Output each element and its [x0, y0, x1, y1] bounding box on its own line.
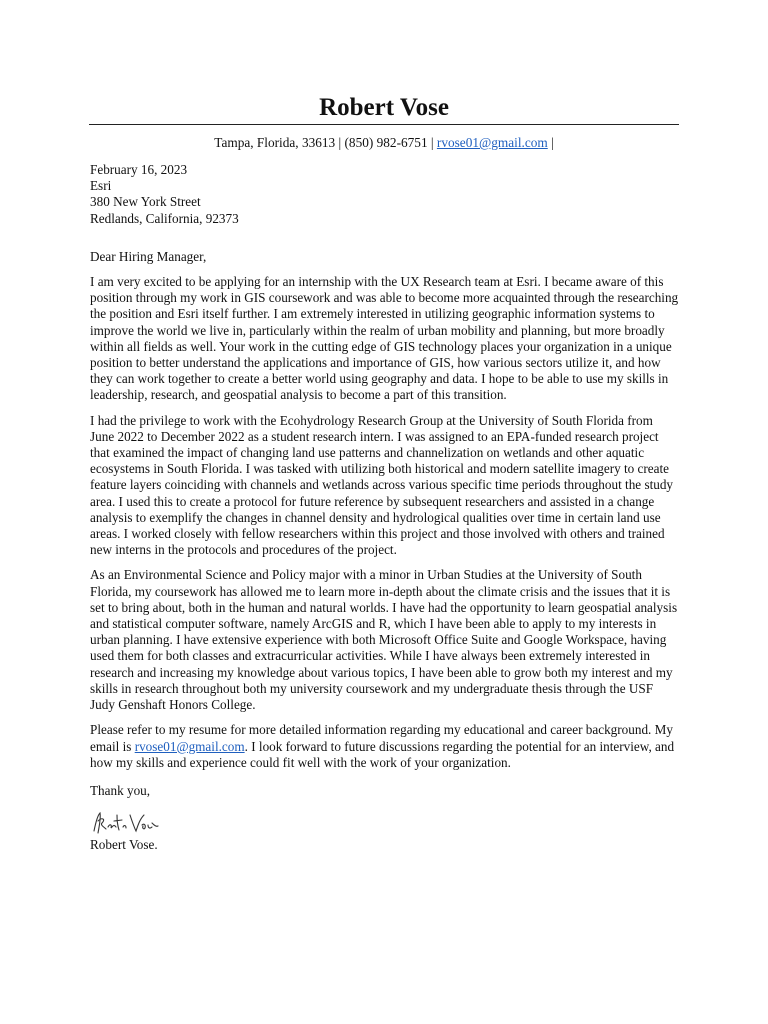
- contact-line: [0, 135, 768, 151]
- letter-date: February 16, 2023: [90, 162, 188, 177]
- signoff-name: Robert Vose.: [90, 837, 158, 853]
- contact-details: Tampa, Florida, 33613 | (850) 982-6751 |: [214, 135, 437, 150]
- sender-name: Robert Vose: [319, 94, 449, 121]
- contact-suffix: |: [547, 135, 554, 150]
- recipient-city: Redlands, California, 92373: [90, 210, 239, 226]
- paragraph-education: As an Environmental Science and Policy major with a minor in Urban Studies at the University of South Florida, my coursework has allowed me to learn more in-depth about the climate crisis and the issues that it is set to bring about, both in the human and natural worlds. I have had the opportunity to learn geospatial analysis and statistical computer software, namely ArcGIS and R, which I have been able to apply to my interests in urban planning. I have extensive experience with both Microsoft Office Suite and Google Workspace, having used them for both classes and extracurricular activities. While I have always been extremely interested in research and increasing my knowledge about various topics, I have been able to grow both my interest and my skills in research throughout both my university coursework and my undergraduate thesis through the USF Judy Genshaft Honors College.: [90, 567, 678, 713]
- paragraph-closing: [90, 722, 680, 771]
- handwritten-signature: [90, 807, 160, 837]
- recipient-block: [90, 162, 680, 227]
- contact-email-link[interactable]: rvose01@gmail.com: [436, 135, 548, 150]
- paragraph-intro: I am very excited to be applying for an internship with the UX Research team at Esri. I became aware of this position through my work in GIS coursework and was able to become more acquainted through the researching the position and Esri itself further. I am extremely interested in utilizing geographic information systems to improve the world we live in, particularly within the realm of urban mobility and planning, but more broadly within all fields as well. Your work in the cutting edge of GIS technology places your organization in a unique position to better understand the applications and importance of GIS, how various sectors utilize it, and how they can work together to create a better world using geography and data. I hope to be able to use my skills in leadership, research, and geospatial analysis to become a part of this transition.: [90, 274, 679, 403]
- salutation: Dear Hiring Manager,: [90, 248, 207, 264]
- body-email-link[interactable]: rvose01@gmail.com: [134, 738, 245, 754]
- letter-body: [90, 162, 680, 853]
- closing-text-end: . I look forward to future discussions regarding the potential for an interview, and how my skills and experience could fit well with the work of your organization.: [90, 738, 675, 770]
- recipient-street: 380 New York Street: [90, 194, 201, 210]
- header-divider: [89, 124, 679, 125]
- thank-you-line: Thank you,: [90, 782, 151, 798]
- recipient-company: Esri: [90, 178, 112, 194]
- paragraph-experience: I had the privilege to work with the Ecohydrology Research Group at the University of South Florida from June 2022 to December 2022 as a student research intern. I was assigned to an EPA-funded research project that examined the impact of changing land use patterns and channelization on wetlands and other aquatic ecosystems in South Florida. I was tasked with utilizing both historical and modern satellite imagery to create feature layers coinciding with channels and wetlands across various specific time periods throughout the study area. I used this to create a protocol for future reference by subsequent researchers and assisted in a change analysis to exemplify the changes in channel density and hydrological qualities over time in certain land use areas. I worked closely with fellow researchers within this project and those involved with others and trained new interns in the protocols and procedures of the project.: [90, 412, 674, 558]
- closing-text-start: Please refer to my resume for more detailed information regarding my educational and career background. My email is: [90, 722, 673, 754]
